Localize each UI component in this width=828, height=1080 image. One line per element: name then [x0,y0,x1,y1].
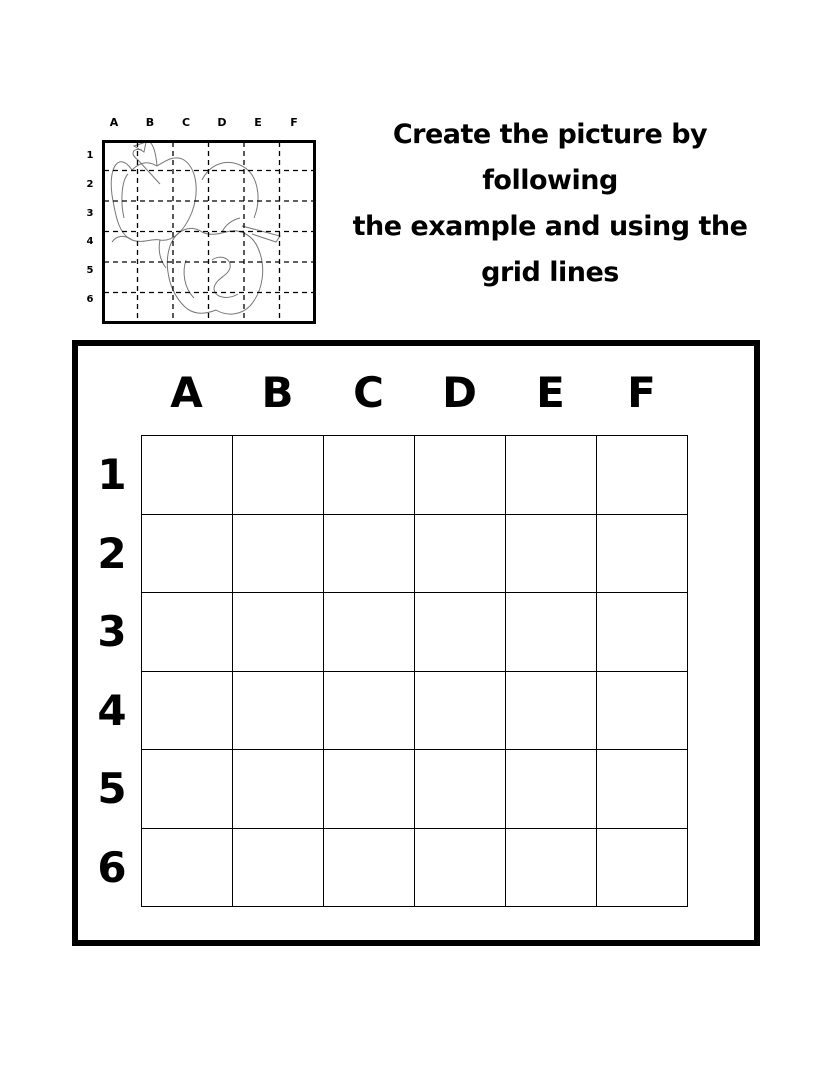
grid-cell-f1[interactable] [597,436,688,515]
drawing-col-label-e: E [536,368,565,417]
grid-cell-c1[interactable] [324,436,415,515]
grid-cell-c3[interactable] [324,593,415,672]
example-picture [102,140,316,324]
grid-cell-a6[interactable] [142,829,233,908]
grid-cell-b3[interactable] [233,593,324,672]
grid-cell-c5[interactable] [324,750,415,829]
grid-cell-a4[interactable] [142,672,233,751]
grid-cell-d3[interactable] [415,593,506,672]
grid-cell-a2[interactable] [142,515,233,594]
drawing-row-label-1: 1 [97,450,127,499]
grid-cell-d5[interactable] [415,750,506,829]
grid-cell-a1[interactable] [142,436,233,515]
example-col-label-e: E [254,116,262,129]
grid-cell-d2[interactable] [415,515,506,594]
drawing-row-label-4: 4 [97,686,127,735]
drawing-grid [141,435,688,907]
drawing-col-label-f: F [627,368,656,417]
instructions-line-1: Create the picture by [392,119,708,150]
grid-cell-e3[interactable] [506,593,597,672]
grid-cell-e4[interactable] [506,672,597,751]
example-col-label-b: B [145,116,155,129]
grid-cell-e6[interactable] [506,829,597,908]
grid-cell-a5[interactable] [142,750,233,829]
grid-cell-b1[interactable] [233,436,324,515]
grid-cell-d6[interactable] [415,829,506,908]
example-col-label-c: C [181,116,191,129]
example-grid-lines [104,142,314,322]
grid-cell-e5[interactable] [506,750,597,829]
example-row-label-6: 6 [86,294,94,305]
grid-cell-d1[interactable] [415,436,506,515]
instructions-line-4: grid lines [481,257,619,288]
grid-cell-b2[interactable] [233,515,324,594]
instructions-line-3: the example and using the [352,211,748,242]
grid-cell-f4[interactable] [597,672,688,751]
grid-cell-c4[interactable] [324,672,415,751]
grid-cell-b4[interactable] [233,672,324,751]
grid-cell-a3[interactable] [142,593,233,672]
grid-cell-c2[interactable] [324,515,415,594]
grid-cell-c6[interactable] [324,829,415,908]
drawing-row-label-3: 3 [97,607,127,656]
drawing-col-label-b: B [261,368,294,417]
example-row-label-4: 4 [86,236,94,247]
grid-cell-b5[interactable] [233,750,324,829]
example-col-label-d: D [217,116,227,129]
grid-cell-f3[interactable] [597,593,688,672]
drawing-col-label-a: A [170,368,203,417]
drawing-col-label-c: C [353,368,384,417]
example-col-label-a: A [109,116,119,129]
apple-sketch-illustration [111,142,280,314]
instructions-line-2: following [482,165,618,196]
example-col-label-f: F [290,116,298,129]
drawing-col-label-d: D [442,368,477,417]
example-row-label-1: 1 [86,150,94,161]
example-row-label-5: 5 [86,265,94,276]
instructions-text [350,112,750,296]
example-row-label-3: 3 [86,208,94,219]
example-row-label-2: 2 [86,179,94,190]
grid-cell-e1[interactable] [506,436,597,515]
grid-cell-d4[interactable] [415,672,506,751]
grid-cell-e2[interactable] [506,515,597,594]
grid-cell-f6[interactable] [597,829,688,908]
drawing-row-label-6: 6 [97,843,127,892]
drawing-row-label-5: 5 [97,764,127,813]
drawing-row-label-2: 2 [97,529,127,578]
grid-cell-f2[interactable] [597,515,688,594]
grid-cell-b6[interactable] [233,829,324,908]
grid-cell-f5[interactable] [597,750,688,829]
